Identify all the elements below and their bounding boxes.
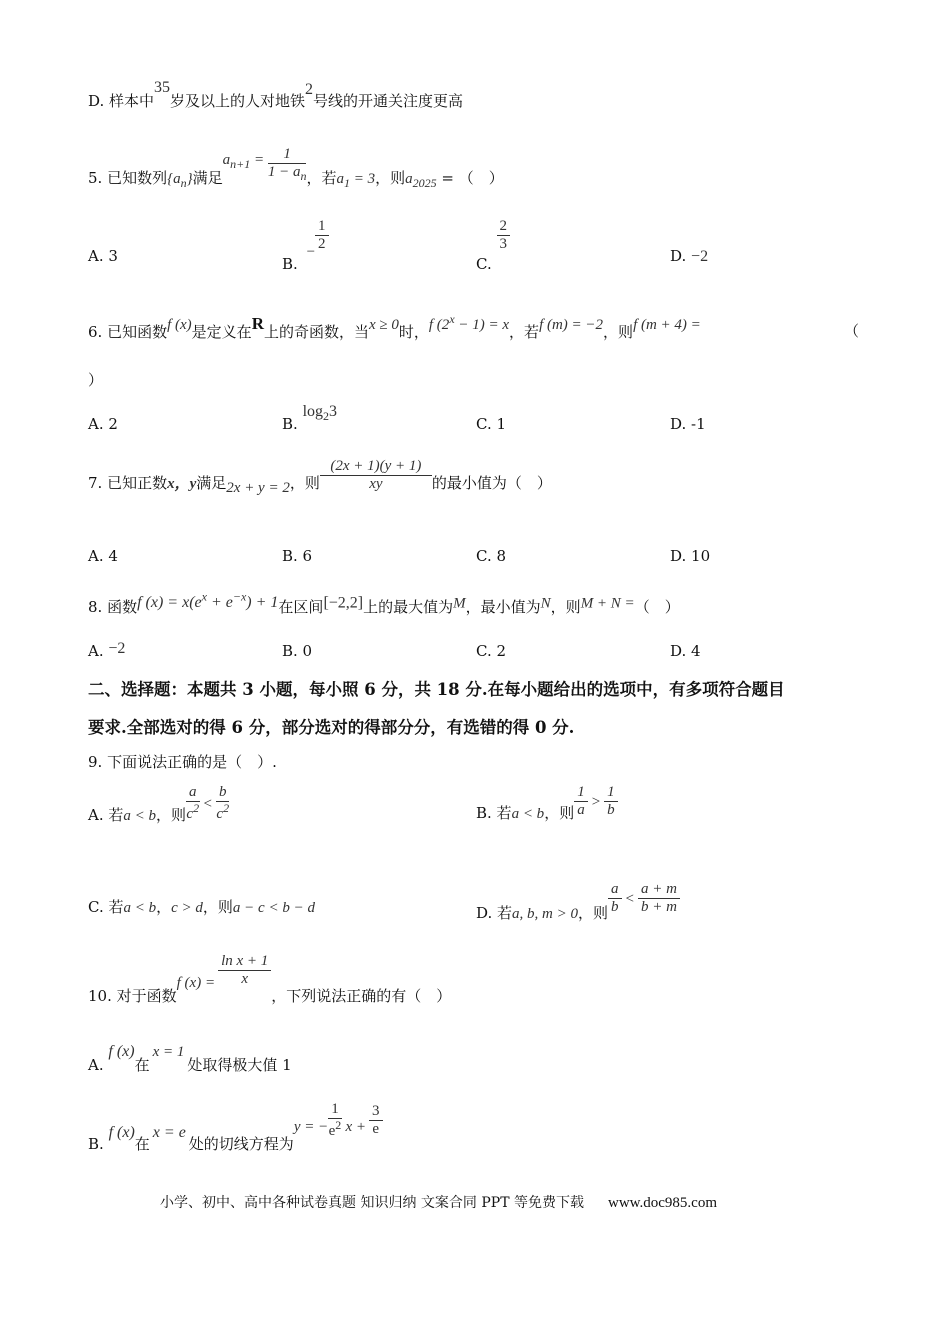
q4-d-mid: 岁及以上的人对地铁 xyxy=(170,92,306,110)
q6-stem-d: 时， xyxy=(398,323,429,341)
q9-d-frac1 xyxy=(608,881,622,917)
q9-a-d2-sup: 2 xyxy=(223,801,230,816)
q5-frac-num: 1 xyxy=(268,146,307,164)
q9-b-n1: 1 xyxy=(574,784,588,802)
q9-d-frac2 xyxy=(638,881,680,917)
q8-fx-end: ) + 1 xyxy=(246,594,279,612)
q5-b-frac xyxy=(315,218,329,254)
q9-b-mid: ，则 xyxy=(544,803,575,822)
q10-b-d1 xyxy=(328,1119,342,1140)
q10-b-frac2 xyxy=(369,1103,383,1139)
q9-b-d2: b xyxy=(607,802,615,819)
q8-stem-b: 在区间 xyxy=(278,598,324,617)
q5-stem-d: ，则 xyxy=(375,169,406,188)
q7-cond: 2x + y = 2 xyxy=(226,479,290,496)
q7-fraction xyxy=(320,458,432,494)
q9-b-frac1 xyxy=(574,784,588,820)
q6-eq3: f (m + 4) = xyxy=(633,317,701,333)
q8-option-d xyxy=(670,642,701,660)
q5-target-sub: 2025 xyxy=(412,176,437,191)
q5-frac-den xyxy=(268,164,307,184)
q8-stem-c: 上的最大值为 xyxy=(363,598,454,617)
q9-d-cond: a, b, m > 0 xyxy=(512,905,578,922)
q6-real-set: R xyxy=(251,314,264,333)
q10-b-label: B. xyxy=(88,1134,104,1153)
q4-d-suffix: 号线的开通关注度更高 xyxy=(313,92,464,110)
q5-target-end: = （ ） xyxy=(436,169,504,188)
q10-b-n1: 1 xyxy=(328,1101,342,1119)
q8-a-val: −2 xyxy=(108,640,126,657)
q10-fx: f (x) = xyxy=(176,974,216,991)
q6-stem-e: ，若 xyxy=(509,323,540,341)
q6-b-log-arg: 3 xyxy=(329,403,338,420)
q9-c-result: a − c < b − d xyxy=(232,900,315,916)
q8-fx xyxy=(137,590,279,612)
q6-paren-close: ） xyxy=(88,371,104,389)
q10-a-cond: x = 1 xyxy=(152,1044,185,1060)
q5-target-a: a xyxy=(405,171,413,188)
q7-stem-b: 满足 xyxy=(196,473,227,492)
q5-fraction xyxy=(268,146,307,184)
q5-option-b xyxy=(282,218,329,273)
q7-stem-c: ，则 xyxy=(289,473,320,492)
q7-option-d: D. 10 xyxy=(670,547,711,565)
q9-option-b xyxy=(476,784,618,820)
q6-option-a xyxy=(88,415,118,433)
q5-stem-b: 满足 xyxy=(192,169,223,188)
q8-stem-f: （ ） xyxy=(634,598,680,617)
q5-cond xyxy=(336,171,376,191)
q6-b-log-base: 2 xyxy=(323,409,330,424)
q8-stem-d: ，最小值为 xyxy=(465,598,541,617)
q5-b-den: 2 xyxy=(318,236,326,253)
q5-c-label: C. xyxy=(476,254,492,273)
q5-seq-a: {a xyxy=(167,171,181,188)
q9-c-label: C. 若 xyxy=(88,898,124,916)
q7-den: xy xyxy=(369,476,383,493)
q8-stem-e: ，则 xyxy=(550,598,581,617)
q5-b-sign: − xyxy=(306,243,316,260)
q9-b-cond: a < b xyxy=(511,805,545,822)
q10-den: x xyxy=(241,971,248,988)
q5-frac-den-text: 1 − a xyxy=(267,164,301,181)
section2-line2: 要求.全部选对的得 6 分，部分选对的得部分分，有选错的得 0 分. xyxy=(88,718,575,737)
q9-b-op: > xyxy=(591,793,601,810)
q10-option-b xyxy=(88,1097,383,1153)
q5-cond-a: a xyxy=(336,171,344,188)
q9-a-n1: a xyxy=(186,784,200,802)
q5-option-c xyxy=(476,218,510,273)
q5-stem xyxy=(88,137,504,191)
q5-b-num: 1 xyxy=(315,218,329,236)
q5-lhs: a xyxy=(222,152,231,169)
q6-b-log xyxy=(302,403,338,424)
q10-b-t2: 处的切线方程为 xyxy=(188,1134,294,1153)
q9-b-label: B. 若 xyxy=(476,803,512,822)
q6-b-log-text: log xyxy=(302,403,324,420)
q6-a-label: A. 2 xyxy=(88,415,118,433)
q8-expr: M + N = xyxy=(580,595,635,612)
q9-c-sep: ， xyxy=(156,898,172,916)
q5-option-d xyxy=(670,247,708,266)
q10-b-y: y = − xyxy=(293,1118,329,1135)
q5-stem-c: ，若 xyxy=(306,169,337,188)
q5-frac-den-sub: n xyxy=(300,169,307,184)
q7-stem-a: 7. 已知正数 xyxy=(88,473,168,492)
q9-a-frac1 xyxy=(186,784,200,824)
q6-eq1b: − 1) = x xyxy=(454,317,510,333)
q10-b-x: x + xyxy=(341,1118,366,1135)
footer-text: 小学、初中、高中各种试卷真题 知识归纳 文案合同 PPT 等免费下载 xyxy=(160,1195,584,1211)
q9-a-n2: b xyxy=(216,784,230,802)
q9-c-cond: a < b xyxy=(123,900,157,916)
q9-c-mid: ，则 xyxy=(202,898,233,916)
q9-a-d2-base: c xyxy=(216,806,224,823)
q9-b-frac2 xyxy=(604,784,618,820)
q6-b-label: B. xyxy=(282,415,298,433)
q4-d-n1: 35 xyxy=(154,79,171,96)
q9-a-d2 xyxy=(216,802,230,823)
q8-a-label: A. xyxy=(88,642,104,660)
q6-option-b xyxy=(282,402,338,433)
q9-c-cond2: c > d xyxy=(171,900,203,916)
q9-a-cond: a < b xyxy=(123,807,156,824)
q5-b-label: B. xyxy=(282,254,298,273)
q9-d-d2: b + m xyxy=(640,899,677,916)
q5-d-val: −2 xyxy=(691,248,709,265)
q8-sup2: −x xyxy=(232,590,247,604)
q5-seq xyxy=(167,171,193,191)
q7-option-a: A. 4 xyxy=(88,547,118,565)
q4-option-d xyxy=(88,79,464,111)
q10-a-t1: 在 xyxy=(134,1056,150,1074)
q9-a-d1-base: c xyxy=(186,806,194,823)
q10-option-a xyxy=(88,1040,292,1074)
q9-d-label: D. 若 xyxy=(476,903,513,922)
q10-b-n2: 3 xyxy=(369,1103,383,1121)
q8-option-b xyxy=(282,642,312,660)
q9-d-d1: b xyxy=(611,899,619,916)
q5-recurrence xyxy=(222,152,268,172)
q5-cond-val: = 3 xyxy=(349,171,376,188)
q9-d-n1: a xyxy=(608,881,622,899)
q6-d-label: D. -1 xyxy=(670,415,706,433)
q10-b-d1-base: e xyxy=(328,1123,336,1140)
q9-a-d1-sup: 2 xyxy=(193,801,200,816)
q9-d-n2: a + m xyxy=(638,881,680,899)
q5-target xyxy=(405,171,437,191)
q6-eq2: f (m) = −2 xyxy=(539,317,604,333)
q10-fraction xyxy=(218,953,271,989)
q7-num: (2x + 1)(y + 1) xyxy=(320,458,432,476)
q10-b-d1-sup: 2 xyxy=(335,1118,342,1133)
q5-option-a xyxy=(88,247,118,265)
q6-c-label: C. 1 xyxy=(476,415,507,433)
q6-option-c xyxy=(476,415,506,433)
q9-d-op: < xyxy=(625,890,634,907)
q9-option-c xyxy=(88,896,315,917)
q8-min: N xyxy=(540,595,551,612)
q9-option-a xyxy=(88,784,229,824)
q5-lhs-sub: n+1 xyxy=(230,157,251,172)
q5-seq-sub: n xyxy=(180,176,187,191)
q8-stem xyxy=(88,590,680,617)
q6-paren-open: （ xyxy=(844,322,860,340)
q5-c-den: 3 xyxy=(499,236,507,253)
q6-option-d xyxy=(670,415,706,433)
q5-cond-sub: 1 xyxy=(343,176,350,191)
q8-option-c xyxy=(476,642,506,660)
q8-sup1: x xyxy=(201,590,207,604)
q6-eq1a: f (2 xyxy=(428,317,450,333)
q8-max: M xyxy=(453,595,466,612)
q7-stem xyxy=(88,458,552,494)
q7-option-b: B. 6 xyxy=(282,547,313,565)
q9-a-mid: ，则 xyxy=(156,805,187,824)
q6-eq1 xyxy=(428,312,510,333)
q6-cond: x ≥ 0 xyxy=(368,317,399,333)
section2-line1: 二、选择题：本题共 3 小题，每小照 6 分，共 18 分.在每小题给出的选项中，有多项符合题目 xyxy=(88,680,785,699)
q10-b-cond: x = e xyxy=(152,1123,186,1141)
q10-stem-b: ，下列说法正确的有（ ） xyxy=(271,986,452,1005)
q8-stem-a: 8. 函数 xyxy=(88,598,138,617)
q8-option-a xyxy=(88,642,125,661)
q10-b-d2: e xyxy=(372,1121,380,1138)
q6-stem-c: 上的奇函数，当 xyxy=(263,323,369,341)
q10-a-label: A. xyxy=(88,1056,104,1074)
q6-fx: f (x) xyxy=(167,317,192,333)
q6-eq1-sup: x xyxy=(449,312,455,326)
q9-stem: 9. 下面说法正确的是（ ）. xyxy=(88,753,277,771)
q9-a-label: A. 若 xyxy=(88,805,124,824)
q8-b-label: B. 0 xyxy=(282,642,313,660)
q8-c-label: C. 2 xyxy=(476,642,507,660)
q9-b-n2: 1 xyxy=(604,784,618,802)
q10-stem-a: 10. 对于函数 xyxy=(88,986,177,1005)
q5-a-label: A. 3 xyxy=(88,247,118,265)
q10-a-t2: 处取得极大值 1 xyxy=(187,1056,292,1074)
footer xyxy=(160,1192,717,1212)
q8-fx-a: f (x) = x(e xyxy=(137,594,202,612)
q9-a-d1 xyxy=(186,802,200,823)
q5-stem-a: 5. 已知数列 xyxy=(88,169,168,188)
q4-d-n2: 2 xyxy=(305,81,314,98)
q10-num: ln x + 1 xyxy=(218,953,271,971)
q5-seq-end: } xyxy=(186,171,193,188)
q10-a-fx: f (x) xyxy=(108,1043,135,1060)
q6-stem-f: ，则 xyxy=(603,323,634,341)
q9-b-d1: a xyxy=(577,802,585,819)
q5-c-num: 2 xyxy=(497,218,511,236)
q9-a-frac2 xyxy=(216,784,230,824)
q8-d-label: D. 4 xyxy=(670,642,701,660)
q7-option-c: C. 8 xyxy=(476,547,507,565)
q7-stem-d: 的最小值为（ ） xyxy=(431,473,552,492)
q10-b-fx: f (x) xyxy=(108,1123,135,1141)
q6-stem-b: 是定义在 xyxy=(191,323,252,341)
q8-fx-mid: + e xyxy=(206,594,233,612)
q9-d-mid: ，则 xyxy=(578,903,609,922)
q10-stem xyxy=(88,953,452,1005)
footer-url[interactable]: www.doc985.com xyxy=(607,1195,717,1211)
q4-d-prefix: D. 样本中 xyxy=(88,92,155,110)
q10-b-frac1 xyxy=(328,1101,342,1141)
q8-interval: [−2,2] xyxy=(323,594,364,612)
q6-stem-a: 6. 已知函数 xyxy=(88,323,168,341)
q9-option-d xyxy=(476,869,680,922)
q6-stem xyxy=(88,312,701,341)
q5-eq: = xyxy=(250,152,268,169)
q7-vars: x，y xyxy=(167,475,197,492)
q9-a-op: < xyxy=(203,795,212,812)
q5-d-label: D. xyxy=(670,247,687,265)
q5-c-frac xyxy=(497,218,511,254)
q10-b-t1: 在 xyxy=(134,1134,150,1153)
